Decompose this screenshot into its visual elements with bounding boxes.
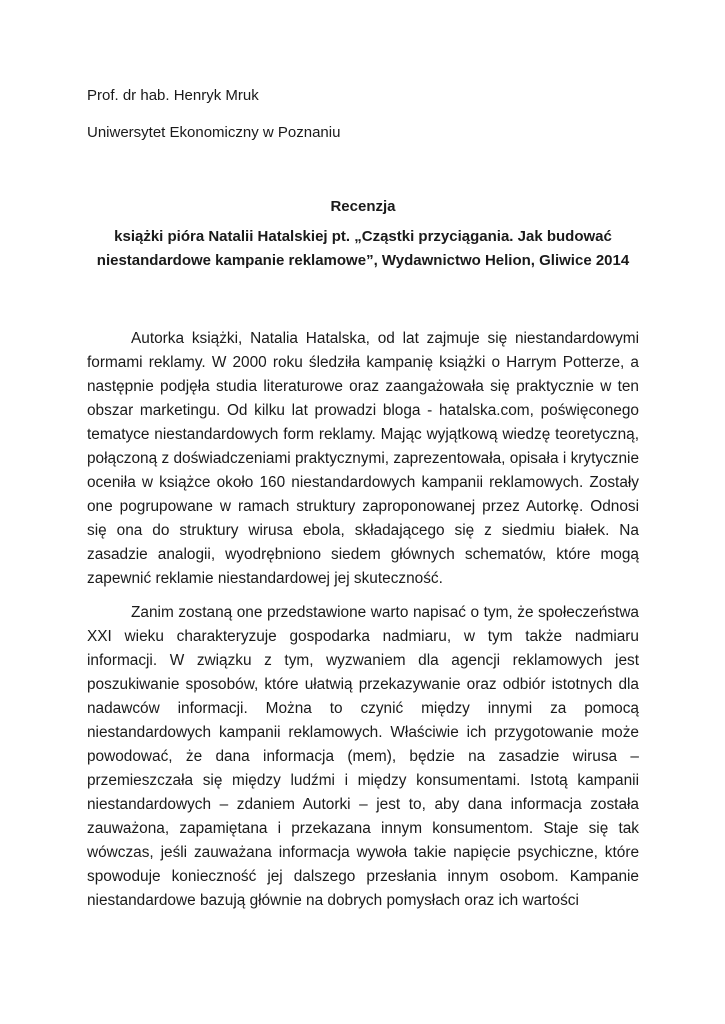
author-name: Prof. dr hab. Henryk Mruk [87, 87, 259, 104]
review-body [87, 327, 639, 913]
paragraph: Autorka książki, Natalia Hatalska, od lat zajmuje się niestandardowymi formami reklamy. W 2000 roku śledziła kampanię książki o Harrym Potterze, a następnie podjęła studia literaturowe oraz zaangażowała się praktycznie w ten obszar marketingu. Od kilku lat prowadzi bloga - hatalska.com, poświęconego tematyce niestandardowych form reklamy. Mając wyjątkową wiedzę teoretyczną, połączoną z doświadczeniami praktycznymi, zaprezentowała, opisała i krytycznie oceniła w książce około 160 niestandardowych kampanii reklamowych. Zostały one pogrupowane w ramach struktury zaproponowanej przez Autorkę. Odnosi się ona do struktury wirusa ebola, składającego się z siedmiu białek. Na zasadzie analogii, wyodrębniono siedem głównych schematów, które mogą zapewnić reklamie niestandardowej jej skuteczność. [87, 330, 639, 587]
author-affiliation: Uniwersytet Ekonomiczny w Poznaniu [87, 124, 341, 141]
book-citation: książki pióra Natalii Hatalskiej pt. „Cząstki przyciągania. Jak budować niestandardowe kampanie reklamowe”, Wydawnictwo Helion, Gliwice 2014 [96, 228, 630, 269]
paragraph: Zanim zostaną one przedstawione warto napisać o tym, że społeczeństwa XXI wieku charakteryzuje gospodarka nadmiaru, w tym także nadmiaru informacji. W związku z tym, wyzwaniem dla agencji reklamowych jest poszukiwanie sposobów, które ułatwią przekazywanie oraz odbiór istotnych dla nadawców informacji. Można to czynić między innymi za pomocą niestandardowych kampanii reklamowych. Właściwie ich przygotowanie może powodować, że dana informacja (mem), będzie na zasadzie wirusa – przemieszczała się między ludźmi i między konsumentami. Istotą kampanii niestandardowych – zdaniem Autorki – jest to, aby dana informacja została zauważona, zapamiętana i przekazana innym konsumentom. Staje się tak wówczas, jeśli zauważana informacja wywoła takie napięcie psychiczne, które spowoduje konieczność jej dalszego przesłania innym osobom. Kampanie niestandardowe bazują głównie na dobrych pomysłach oraz ich wartości [87, 604, 639, 909]
document-title: Recenzja [330, 198, 396, 215]
